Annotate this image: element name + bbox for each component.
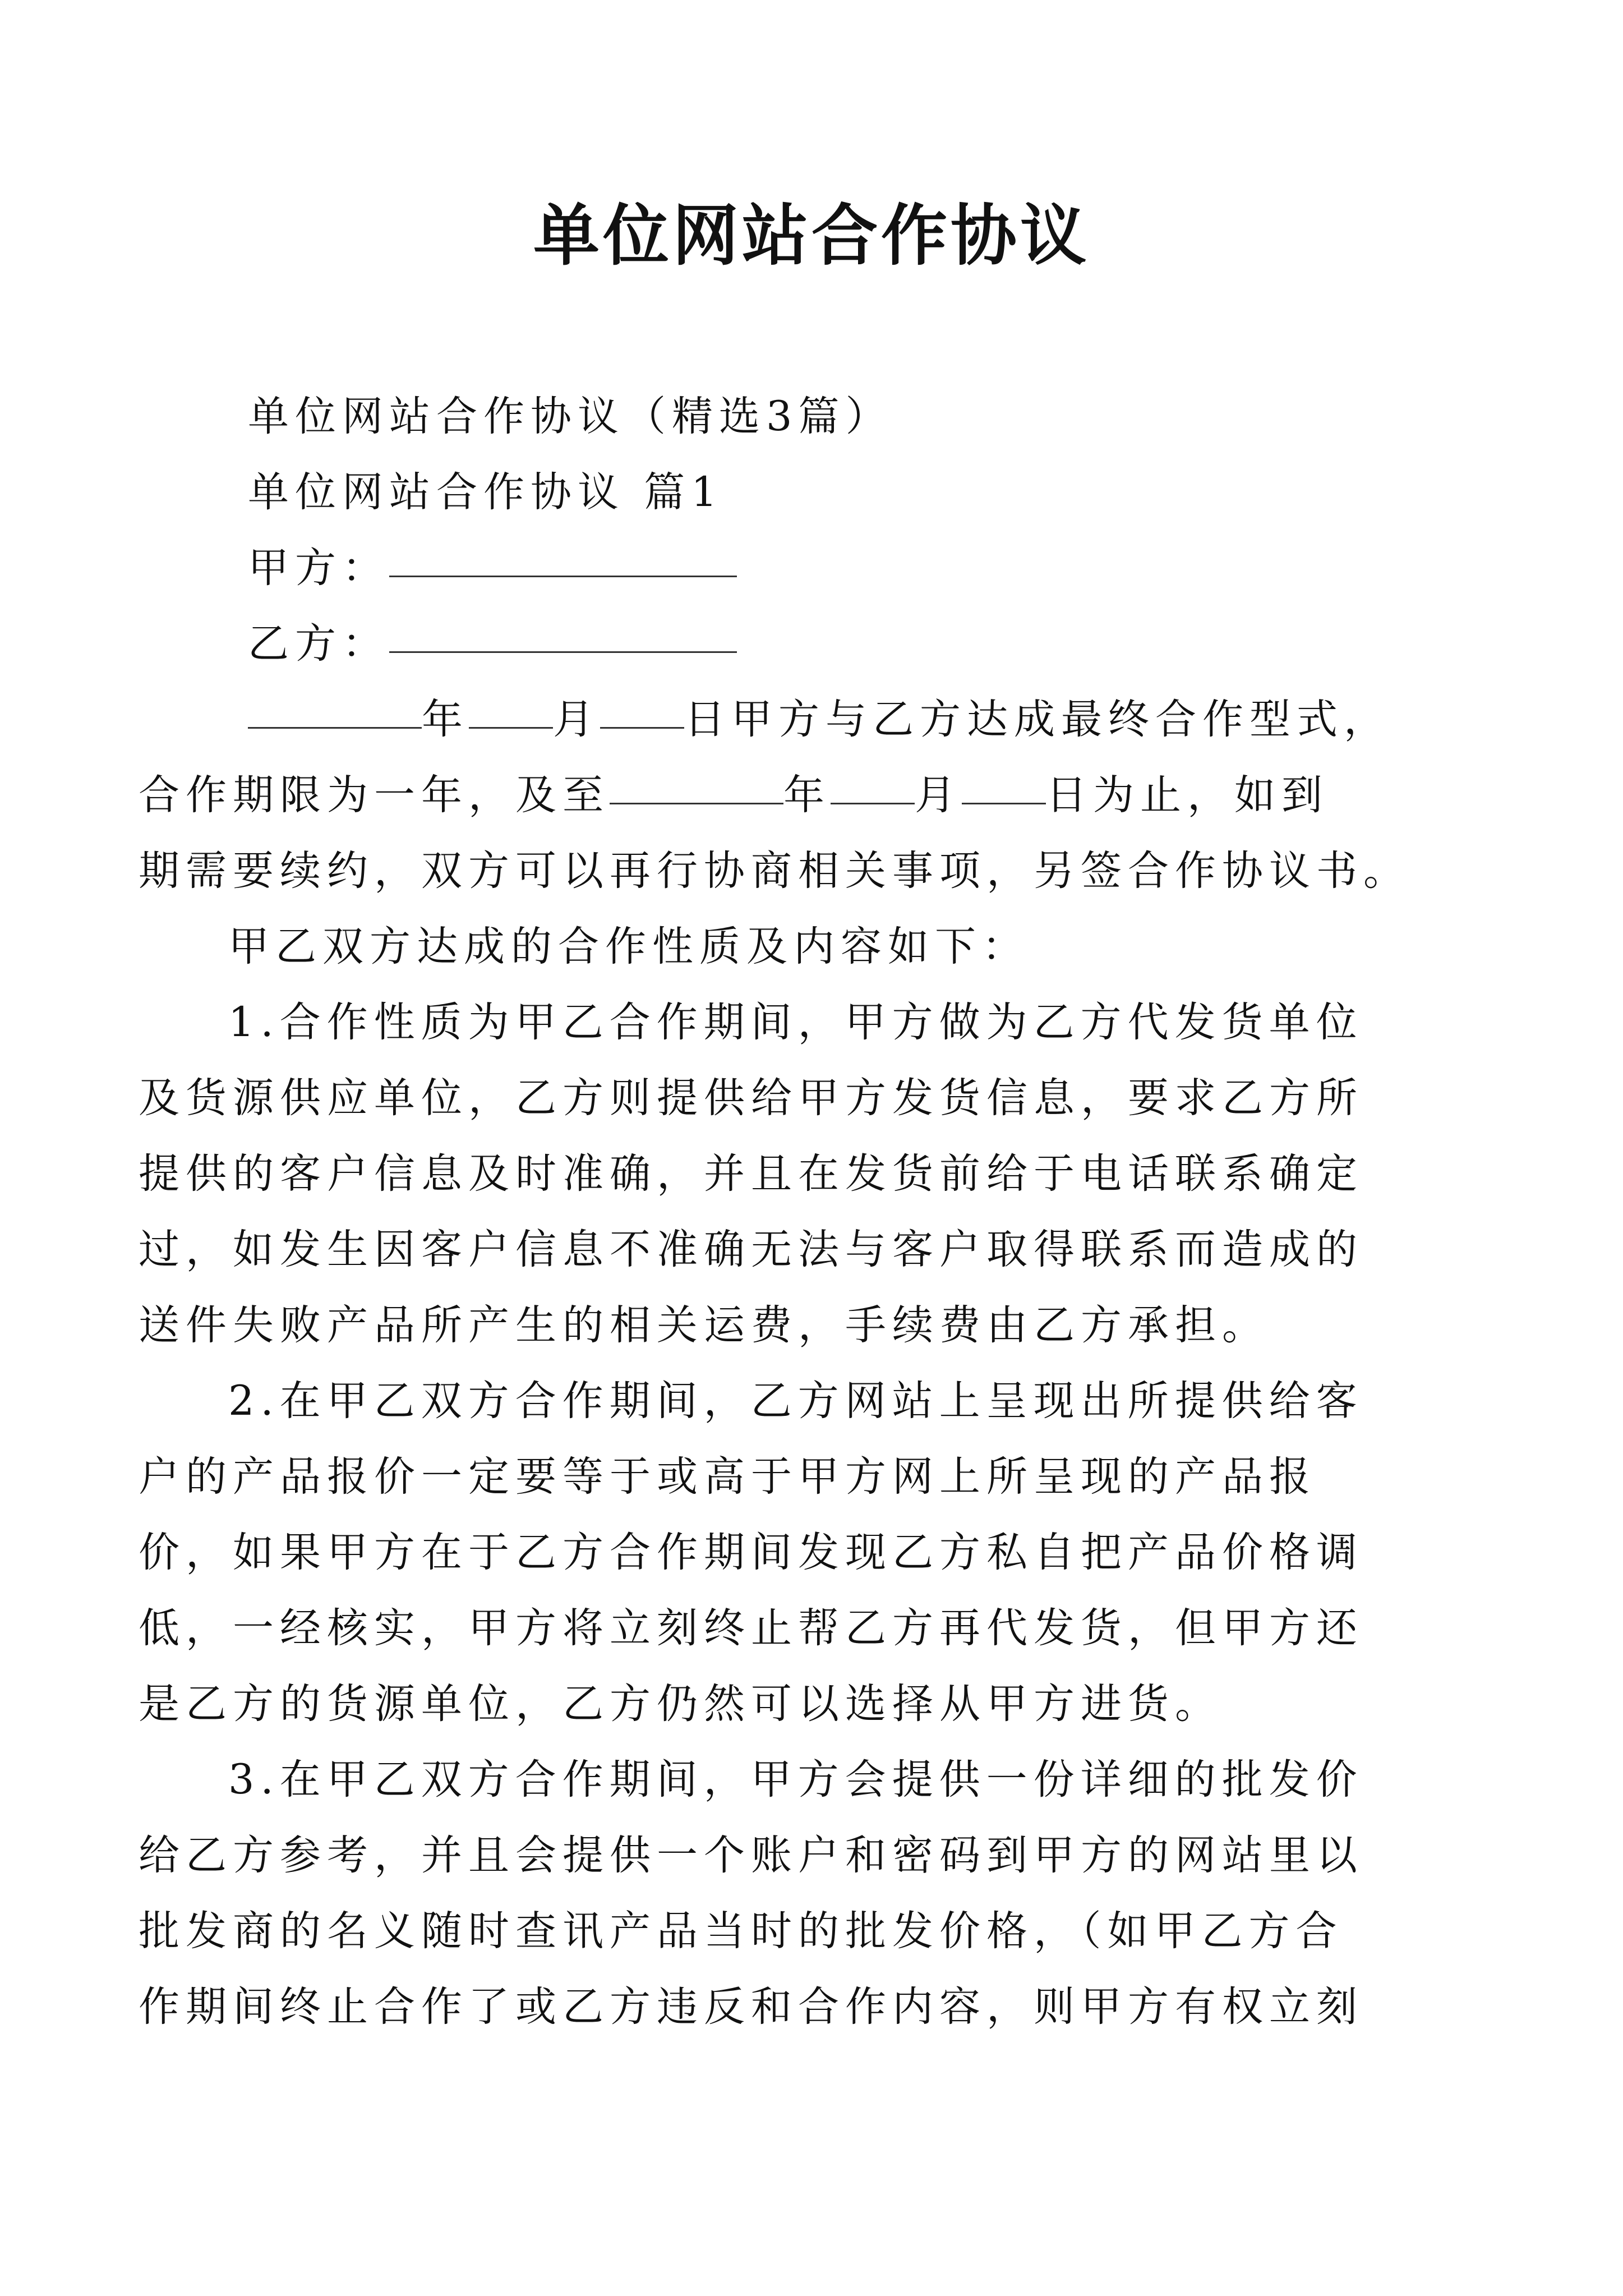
paragraph-line: 给乙方参考，并且会提供一个账户和密码到甲方的网站里以	[139, 1832, 1363, 1879]
party-b-line	[248, 606, 1386, 682]
paragraph-line: 过，如发生因客户信息不准确无法与客户取得联系而造成的	[139, 1226, 1363, 1273]
paragraph-line: 期需要续约，双方可以再行协商相关事项，另签合作协议书。	[139, 847, 1410, 895]
paragraph-line: 送件失败产品所产生的相关运费，手续费由乙方承担。	[139, 1301, 1269, 1349]
end-day-blank	[962, 763, 1046, 804]
month-blank	[469, 688, 553, 729]
month-text: 月	[915, 771, 962, 819]
day-blank	[600, 688, 684, 729]
paragraph-line: 1.合作性质为甲乙合作期间，甲方做为乙方代发货单位	[228, 999, 1363, 1046]
paragraph-text: 合作期限为一年，及至	[139, 771, 610, 819]
party-b-label: 乙方：	[248, 620, 389, 668]
document-body-continued	[139, 757, 1410, 2045]
paragraph-line: 低，一经核实，甲方将立刻终止帮乙方再代发货，但甲方还	[139, 1604, 1363, 1652]
paragraph-line: 批发商的名义随时查讯产品当时的批发价格，（如甲乙方合	[139, 1907, 1343, 1955]
party-a-label: 甲方：	[248, 544, 389, 592]
paragraph-line: 及货源供应单位，乙方则提供给甲方发货信息，要求乙方所	[139, 1074, 1363, 1122]
paragraph-line	[248, 682, 1391, 757]
paragraph-text: 日甲方与乙方达成最终合作型式，	[684, 696, 1391, 743]
party-a-blank	[389, 536, 737, 577]
paragraph-line: 2.在甲乙双方合作期间，乙方网站上呈现出所提供给客	[228, 1377, 1363, 1425]
month-text: 月	[553, 696, 600, 743]
party-b-blank	[389, 612, 737, 653]
paragraph-line	[139, 757, 1329, 833]
paragraph-line: 作期间终止合作了或乙方违反和合作内容，则甲方有权立刻	[139, 1983, 1363, 2031]
paragraph-line: 是乙方的货源单位，乙方仍然可以选择从甲方进货。	[139, 1680, 1222, 1728]
end-year-blank	[610, 763, 783, 804]
paragraph-text: 日为止，如到	[1046, 771, 1329, 819]
paragraph-line: 提供的客户信息及时准确，并且在发货前给于电话联系确定	[139, 1150, 1363, 1198]
paragraph-line: 价，如果甲方在于乙方合作期间发现乙方私自把产品价格调	[139, 1529, 1363, 1576]
section-heading: 单位网站合作协议 篇1	[248, 468, 723, 516]
paragraph-line: 户的产品报价一定要等于或高于甲方网上所呈现的产品报	[139, 1453, 1316, 1501]
end-month-blank	[831, 763, 915, 804]
year-text: 年	[422, 696, 469, 743]
year-text: 年	[783, 771, 831, 819]
paragraph-line: 甲乙双方达成的合作性质及内容如下：	[228, 923, 1029, 970]
party-a-line	[248, 530, 1386, 606]
document-title: 单位网站合作协议	[533, 196, 1090, 274]
year-blank	[248, 688, 422, 729]
collection-heading: 单位网站合作协议（精选3篇）	[248, 393, 893, 440]
document-body	[248, 379, 1391, 757]
paragraph-line: 3.在甲乙双方合作期间，甲方会提供一份详细的批发价	[228, 1756, 1363, 1803]
